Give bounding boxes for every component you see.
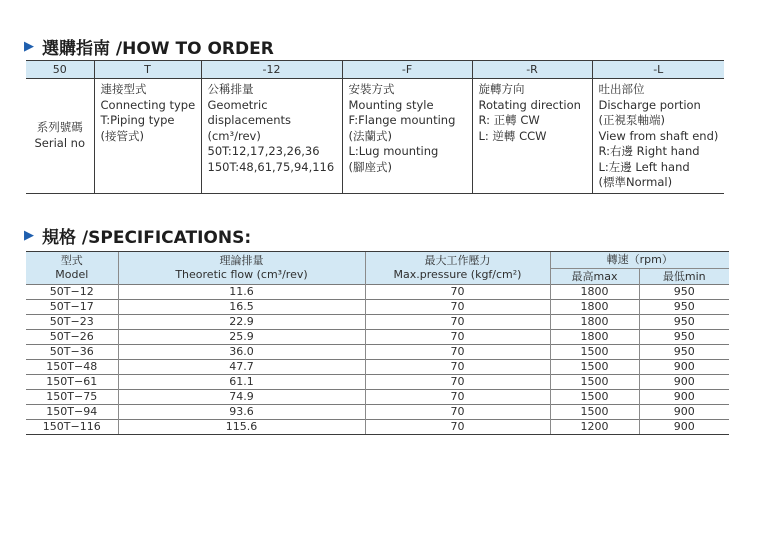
spec-row bbox=[26, 315, 729, 330]
serial-zh: 系列號碼 bbox=[36, 120, 83, 135]
flow-cell: 115.6 bbox=[118, 420, 365, 435]
mounting-cell bbox=[342, 79, 472, 194]
text-line: (cm³/rev) bbox=[207, 128, 261, 143]
text-line: F:Flange mounting bbox=[348, 113, 456, 127]
model-cell: 50T−26 bbox=[26, 330, 118, 345]
flow-cell: 47.7 bbox=[118, 360, 365, 375]
serial-cell bbox=[26, 79, 94, 194]
pressure-cell: 70 bbox=[365, 360, 550, 375]
pressure-header-zh: 最大工作壓力 bbox=[424, 254, 491, 267]
connecting-cell bbox=[94, 79, 201, 194]
spec-row bbox=[26, 390, 729, 405]
order-section-heading bbox=[24, 34, 274, 59]
model-cell: 150T−94 bbox=[26, 405, 118, 420]
text-line: displacements bbox=[207, 113, 291, 127]
spec-row bbox=[26, 300, 729, 315]
speed-min-cell: 900 bbox=[639, 420, 729, 435]
spec-row bbox=[26, 420, 729, 435]
spec-row bbox=[26, 285, 729, 300]
speed-max-cell: 1200 bbox=[550, 420, 639, 435]
serial-en: Serial no bbox=[34, 135, 86, 150]
speed-max-cell: 1800 bbox=[550, 300, 639, 315]
text-line: 50T:12,17,23,26,36 bbox=[207, 144, 320, 158]
flow-cell: 93.6 bbox=[118, 405, 365, 420]
order-header-cell: -12 bbox=[201, 61, 342, 79]
speed-min-cell: 950 bbox=[639, 285, 729, 300]
pressure-cell: 70 bbox=[365, 345, 550, 360]
text-line: Discharge portion bbox=[598, 97, 701, 112]
order-body-row bbox=[26, 79, 724, 194]
speed-max-cell: 1800 bbox=[550, 315, 639, 330]
pressure-cell: 70 bbox=[365, 315, 550, 330]
order-table bbox=[26, 60, 724, 194]
model-cell: 50T−23 bbox=[26, 315, 118, 330]
flow-cell: 36.0 bbox=[118, 345, 365, 360]
speed-min-cell: 900 bbox=[639, 360, 729, 375]
order-section-title: 選購指南 /HOW TO ORDER bbox=[42, 39, 274, 59]
order-header-cell: -R bbox=[472, 61, 592, 79]
pressure-cell: 70 bbox=[365, 405, 550, 420]
text-line: Mounting style bbox=[348, 97, 434, 112]
pressure-cell: 70 bbox=[365, 300, 550, 315]
text-line: 公稱排量 bbox=[207, 82, 254, 96]
spec-header-row bbox=[26, 252, 729, 269]
text-line: Rotating direction bbox=[478, 97, 581, 112]
text-line: T:Piping type bbox=[100, 113, 175, 127]
order-header-cell: T bbox=[94, 61, 201, 79]
flow-cell: 61.1 bbox=[118, 375, 365, 390]
model-header-zh: 型式 bbox=[60, 254, 83, 267]
model-cell: 150T−75 bbox=[26, 390, 118, 405]
model-cell: 50T−36 bbox=[26, 345, 118, 360]
order-header-cell: 50 bbox=[26, 61, 94, 79]
discharge-cell bbox=[592, 79, 724, 194]
flow-cell: 11.6 bbox=[118, 285, 365, 300]
text-line: (法蘭式) bbox=[348, 128, 392, 143]
triangle-bullet-icon: ▶ bbox=[24, 39, 34, 54]
text-line: Connecting type bbox=[100, 97, 196, 112]
flow-cell: 74.9 bbox=[118, 390, 365, 405]
flow-header-en: Theoretic flow (cm³/rev) bbox=[175, 268, 308, 281]
spec-section-heading bbox=[24, 223, 251, 248]
flow-header bbox=[118, 252, 365, 285]
text-line: L:Lug mounting bbox=[348, 144, 439, 158]
pressure-cell: 70 bbox=[365, 420, 550, 435]
displacement-cell bbox=[201, 79, 342, 194]
speed-min-cell: 950 bbox=[639, 315, 729, 330]
speed-min-header: 最低min bbox=[639, 269, 729, 285]
text-line: (腳座式) bbox=[348, 159, 392, 174]
pressure-cell: 70 bbox=[365, 330, 550, 345]
model-cell: 50T−12 bbox=[26, 285, 118, 300]
text-line: (正視泵軸端) bbox=[598, 113, 665, 127]
text-line: 安裝方式 bbox=[348, 82, 395, 96]
pressure-header bbox=[365, 252, 550, 285]
speed-max-cell: 1500 bbox=[550, 375, 639, 390]
text-line: 吐出部位 bbox=[598, 82, 645, 96]
model-header-en: Model bbox=[55, 268, 89, 281]
flow-cell: 22.9 bbox=[118, 315, 365, 330]
text-line: 150T:48,61,75,94,116 bbox=[207, 159, 335, 174]
text-line: View from shaft end) bbox=[598, 128, 719, 143]
text-line: R:右邊 Right hand bbox=[598, 144, 700, 158]
text-line: 連接型式 bbox=[100, 82, 147, 96]
flow-cell: 25.9 bbox=[118, 330, 365, 345]
pressure-cell: 70 bbox=[365, 375, 550, 390]
model-cell: 50T−17 bbox=[26, 300, 118, 315]
model-header bbox=[26, 252, 118, 285]
speed-header: 轉速（rpm） bbox=[550, 252, 729, 269]
spec-row bbox=[26, 345, 729, 360]
spec-table bbox=[26, 251, 729, 435]
speed-max-header: 最高max bbox=[550, 269, 639, 285]
speed-max-cell: 1800 bbox=[550, 330, 639, 345]
spec-row bbox=[26, 405, 729, 420]
text-line: Geometric bbox=[207, 97, 268, 112]
spec-row bbox=[26, 330, 729, 345]
speed-max-cell: 1500 bbox=[550, 345, 639, 360]
speed-max-cell: 1500 bbox=[550, 390, 639, 405]
text-line: (標準Normal) bbox=[598, 175, 673, 189]
speed-min-cell: 950 bbox=[639, 330, 729, 345]
spec-section-title: 規格 /SPECIFICATIONS: bbox=[42, 228, 252, 248]
spec-body bbox=[26, 285, 729, 435]
text-line: L:左邊 Left hand bbox=[598, 159, 690, 174]
flow-header-zh: 理論排量 bbox=[219, 254, 264, 267]
rotation-cell bbox=[472, 79, 592, 194]
spec-row bbox=[26, 360, 729, 375]
speed-min-cell: 900 bbox=[639, 405, 729, 420]
speed-min-cell: 950 bbox=[639, 300, 729, 315]
text-line: (接管式) bbox=[100, 128, 144, 143]
pressure-header-en: Max.pressure (kgf/cm²) bbox=[393, 268, 522, 281]
pressure-cell: 70 bbox=[365, 285, 550, 300]
speed-min-cell: 900 bbox=[639, 390, 729, 405]
speed-max-cell: 1500 bbox=[550, 360, 639, 375]
text-line: R: 正轉 CW bbox=[478, 113, 540, 127]
flow-cell: 16.5 bbox=[118, 300, 365, 315]
pressure-cell: 70 bbox=[365, 390, 550, 405]
model-cell: 150T−116 bbox=[26, 420, 118, 435]
speed-max-cell: 1500 bbox=[550, 405, 639, 420]
order-header-row bbox=[26, 61, 724, 79]
speed-min-cell: 900 bbox=[639, 375, 729, 390]
triangle-bullet-icon: ▶ bbox=[24, 228, 34, 243]
speed-min-cell: 950 bbox=[639, 345, 729, 360]
text-line: 旋轉方向 bbox=[478, 82, 525, 96]
order-header-cell: -F bbox=[342, 61, 472, 79]
model-cell: 150T−61 bbox=[26, 375, 118, 390]
spec-row bbox=[26, 375, 729, 390]
speed-max-cell: 1800 bbox=[550, 285, 639, 300]
model-cell: 150T−48 bbox=[26, 360, 118, 375]
text-line: L: 逆轉 CCW bbox=[478, 128, 547, 143]
order-header-cell: -L bbox=[592, 61, 724, 79]
